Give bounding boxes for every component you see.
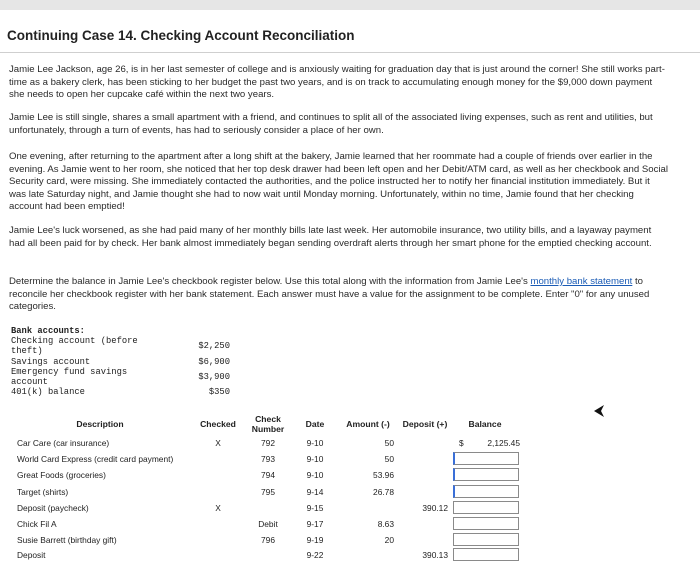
monthly-bank-statement-link[interactable]: monthly bank statement <box>530 276 633 287</box>
mouse-cursor-icon <box>593 404 605 418</box>
balance-input[interactable] <box>453 501 519 514</box>
row-amount: 53.96 <box>373 470 394 480</box>
row-amount: 20 <box>384 535 394 545</box>
row-deposit: 390.13 <box>422 550 448 560</box>
header-date: Date <box>305 419 325 429</box>
row-description: Deposit (paycheck) <box>17 503 89 513</box>
header-check-number: Check Number <box>251 414 285 434</box>
row-description: World Card Express (credit card payment) <box>17 454 174 464</box>
row-amount: 50 <box>384 454 394 464</box>
top-strip <box>0 0 700 10</box>
header-description: Description <box>76 419 124 429</box>
row-description: Target (shirts) <box>17 487 69 497</box>
balance-input[interactable] <box>453 485 519 498</box>
balance-currency: $ <box>459 438 464 448</box>
header-balance: Balance <box>468 419 502 429</box>
balance-input[interactable] <box>453 468 519 481</box>
balance-input[interactable] <box>453 517 519 530</box>
row-deposit: 390.12 <box>422 503 448 513</box>
account-value-checking: $2,250 <box>198 341 230 351</box>
row-check-number: 795 <box>261 487 275 497</box>
row-description: Chick Fil A <box>17 519 57 529</box>
row-check-number: 793 <box>261 454 275 464</box>
row-date: 9-10 <box>306 438 324 448</box>
intro-paragraph: Jamie Lee Jackson, age 26, is in her last semester of college and is anxiously waiting for graduation day that is just around the corner! She still works part-time as a bakery clerk, has been sticking to her budget the past two years, and is on track to accumulating enough money for the $9,000 down payment she needs to open her cupcake café within the next two years. <box>9 64 665 101</box>
instruction-text-1: Determine the balance in Jamie Lee's checkbook register below. Use this total along with the information from Jamie Lee's <box>9 276 531 287</box>
row-description: Susie Barrett (birthday gift) <box>17 535 117 545</box>
row-check-number: 796 <box>261 535 275 545</box>
row-date: 9-19 <box>306 535 324 545</box>
balance-input[interactable] <box>453 533 519 546</box>
row-amount: 50 <box>384 438 394 448</box>
row-date: 9-14 <box>306 487 324 497</box>
instruction-paragraph <box>9 276 669 314</box>
bills-paragraph: Jamie Lee's luck worsened, as she had paid many of her monthly bills late last week. Her automobile insurance, two utility bills, and a layaway payment had all been paid for by check. Her bank almost immediately began sending overdraft alerts through her smart phone for the emptied checking account. <box>9 225 652 249</box>
account-label-checking: Checking account (before theft) <box>11 336 138 357</box>
row-date: 9-17 <box>306 519 324 529</box>
bank-accounts-header: Bank accounts: <box>11 326 85 336</box>
living-paragraph: Jamie Lee is still single, shares a small apartment with a friend, and continues to split all of the associated living expenses, such as rent and utilities, but unfortunately, through a turn of events, has had to seriously consider a place of her own. <box>9 112 653 136</box>
row-amount: 8.63 <box>377 519 394 529</box>
header-deposit: Deposit (+) <box>402 419 448 429</box>
row-check-number: 794 <box>261 470 275 480</box>
row-amount: 26.78 <box>373 487 394 497</box>
row-date: 9-22 <box>306 550 324 560</box>
row-date: 9-10 <box>306 470 324 480</box>
account-value-401k: $350 <box>208 387 230 397</box>
row-checked: X <box>215 438 221 448</box>
header-checked: Checked <box>200 419 236 429</box>
row-description: Great Foods (groceries) <box>17 470 106 480</box>
account-value-savings: $6,900 <box>198 357 230 367</box>
instruction-text-2: to reconcile her checkbook register with her bank statement. Each answer must have a value for the assignment to be complete. Enter "0" for any unused categories. <box>9 276 650 313</box>
row-checked: X <box>215 503 221 513</box>
page-title: Continuing Case 14. Checking Account Reconciliation <box>7 28 355 43</box>
row-date: 9-10 <box>306 454 324 464</box>
account-label-401k: 401(k) balance <box>11 387 85 397</box>
account-label-savings: Savings account <box>11 357 91 367</box>
title-divider <box>0 52 700 53</box>
header-amount: Amount (-) <box>346 419 390 429</box>
theft-paragraph: One evening, after returning to the apartment after a long shift at the bakery, Jamie learned that her roommate had a couple of friends over earlier in the evening. As Jamie went to her room, she noticed that her top desk drawer had been left open and her Debit/ATM card, as well as her checkbook and Social Security card, were missing. She immediately contacted the authorities, and the police instructed her to notify her financial institution immediately. But it was late Saturday night, and Jamie thought she had to now wait until Monday morning. Unfortunately, within no time, Jamie found that her checking account had been emptied! <box>9 151 668 213</box>
row-check-number: 792 <box>261 438 275 448</box>
row-description: Car Care (car insurance) <box>17 438 110 448</box>
row-date: 9-15 <box>306 503 324 513</box>
account-value-emergency: $3,900 <box>198 372 230 382</box>
row-check-number: Debit <box>258 519 278 529</box>
row-description: Deposit <box>17 550 46 560</box>
balance-input[interactable] <box>453 548 519 561</box>
balance-input[interactable] <box>453 452 519 465</box>
row-balance: 2,125.45 <box>487 438 520 448</box>
account-label-emergency: Emergency fund savings account <box>11 367 128 388</box>
